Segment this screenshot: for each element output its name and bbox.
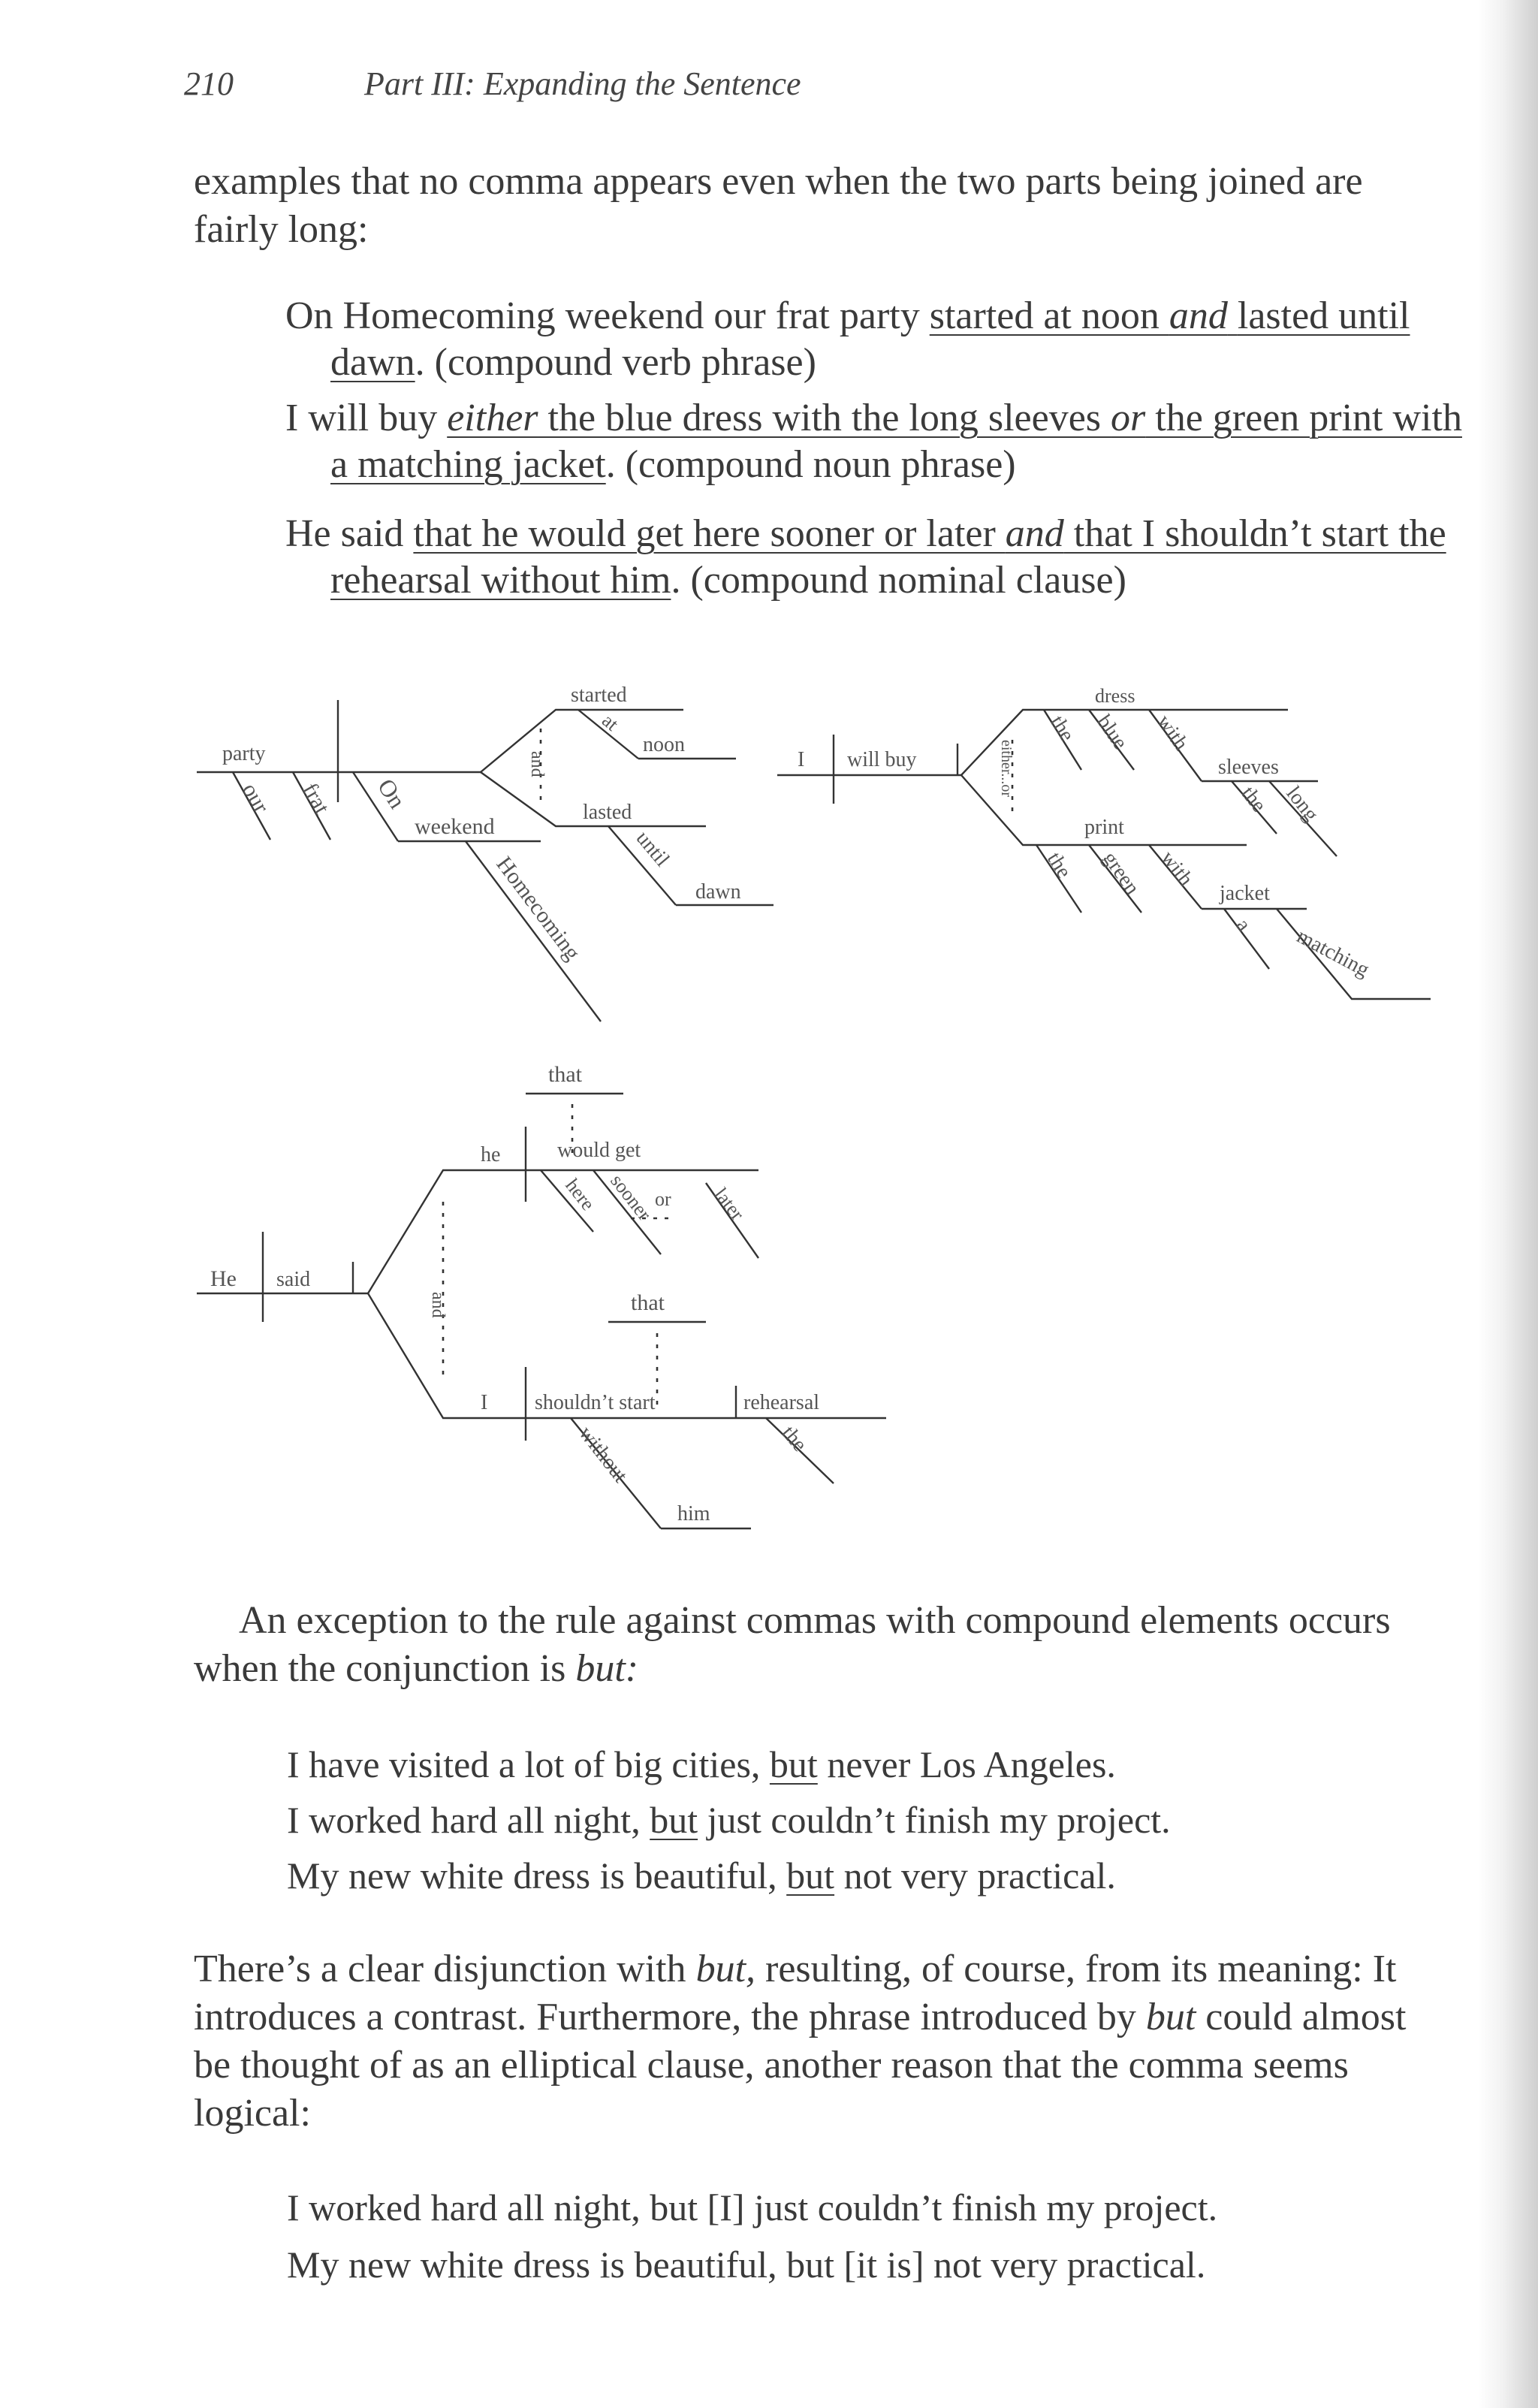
word-started: started	[571, 683, 627, 707]
word-the-2: the	[1236, 782, 1271, 817]
diagram-compound-verb	[197, 683, 774, 1021]
word-either-or: either...or	[998, 740, 1015, 798]
example-but-1: I have visited a lot of big cities, but never Los Angeles.	[287, 1743, 1116, 1785]
word-that-1: that	[548, 1062, 582, 1087]
word-with-2: with	[1156, 846, 1198, 891]
word-party: party	[222, 742, 266, 765]
word-him: him	[677, 1502, 710, 1525]
word-rehearsal: rehearsal	[743, 1391, 820, 1414]
word-and: and	[527, 751, 547, 777]
exception-paragraph: An exception to the rule against commas with compound elements occurs when the conjunction is but:	[194, 1599, 1391, 1690]
word-blue: blue	[1092, 711, 1132, 754]
word-weekend: weekend	[415, 814, 495, 839]
disjunction-paragraph: There’s a clear disjunction with but, resulting, of course, from its meaning: It introduces a contrast. Furthermore, the phrase introduced by but could almost be thought of as an elliptical clause, another reason that the comma seems logical:	[194, 1948, 1407, 2135]
word-shouldnt-start: shouldn’t start	[535, 1391, 656, 1414]
word-matching: matching	[1292, 924, 1374, 982]
example-elliptical-1: I worked hard all night, but [I] just couldn’t finish my project.	[287, 2186, 1218, 2228]
word-homecoming: Homecoming	[491, 852, 586, 965]
word-i: I	[798, 748, 805, 771]
word-green: green	[1098, 847, 1144, 899]
example-compound-noun: I will buy either the blue dress with the long sleeves or the green print with a matching jacket. (compound noun phrase)	[285, 397, 1462, 486]
word-at: at	[598, 709, 623, 735]
word-a: a	[1231, 914, 1256, 937]
word-long: long	[1281, 782, 1323, 826]
word-that-2: that	[631, 1290, 665, 1315]
page-number: 210	[184, 65, 234, 102]
example-elliptical-2: My new white dress is beautiful, but [it is] not very practical.	[287, 2244, 1206, 2286]
word-dawn: dawn	[695, 880, 741, 904]
intro-paragraph: examples that no comma appears even when the two parts being joined are fairly long:	[194, 160, 1363, 251]
word-without: without	[574, 1422, 632, 1487]
word-and-3: and	[428, 1292, 448, 1318]
word-dress: dress	[1095, 685, 1135, 707]
word-sooner: sooner	[606, 1169, 656, 1225]
word-said: said	[276, 1268, 311, 1291]
word-the-1: the	[1045, 711, 1079, 746]
word-will-buy: will buy	[847, 748, 917, 771]
example-but-3: My new white dress is beautiful, but not very practical.	[287, 1854, 1116, 1897]
word-later: later	[710, 1183, 749, 1225]
word-until: until	[631, 826, 674, 871]
word-here: here	[561, 1174, 599, 1215]
example-compound-verb: On Homecoming weekend our frat party started at noon and lasted until dawn. (compound verb phrase)	[285, 294, 1410, 384]
word-he-cap: He	[210, 1266, 237, 1291]
word-on: On	[372, 774, 412, 813]
word-print: print	[1084, 816, 1124, 839]
word-frat: frat	[297, 779, 335, 819]
word-our: our	[237, 779, 274, 818]
word-lasted: lasted	[583, 801, 632, 824]
word-jacket: jacket	[1220, 882, 1270, 905]
word-would-get: would get	[557, 1139, 641, 1162]
diagram-compound-noun	[777, 685, 1431, 999]
word-the-d3: the	[777, 1421, 812, 1456]
word-he: he	[481, 1143, 501, 1166]
word-i-3: I	[481, 1391, 488, 1414]
example-compound-clause: He said that he would get here sooner or later and that I shouldn’t start the rehearsal without him. (compound nominal clause)	[285, 512, 1446, 602]
word-with-1: with	[1152, 711, 1193, 755]
diagram-compound-clause	[197, 1062, 886, 1528]
word-noon: noon	[643, 733, 685, 756]
example-but-2: I worked hard all night, but just couldn’t finish my project.	[287, 1799, 1171, 1841]
word-sleeves: sleeves	[1218, 756, 1279, 779]
word-or: or	[655, 1188, 671, 1210]
word-the-3: the	[1042, 848, 1076, 883]
running-title: Part III: Expanding the Sentence	[364, 65, 801, 102]
